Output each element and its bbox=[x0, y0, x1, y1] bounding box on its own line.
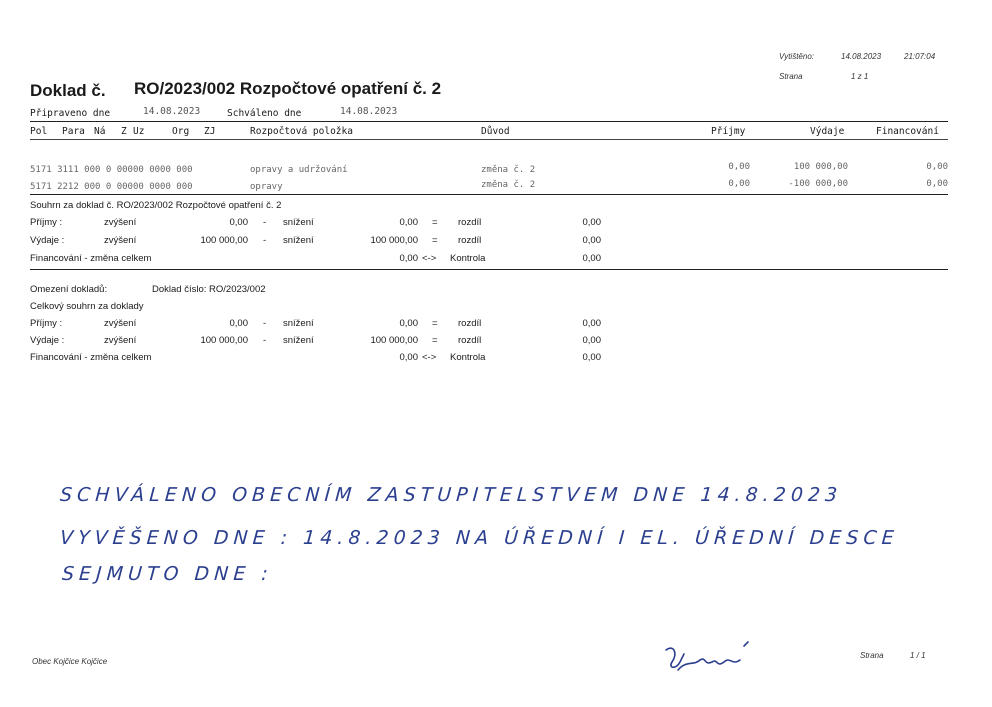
signature-image bbox=[660, 640, 770, 680]
row-duvod: změna č. 2 bbox=[481, 165, 536, 175]
col-zj: ZJ bbox=[204, 126, 216, 137]
summary-label: Výdaje : bbox=[30, 335, 65, 346]
col-polozka: Rozpočtová položka bbox=[250, 126, 353, 137]
financing-label: Financování - změna celkem bbox=[30, 253, 152, 264]
increase-label: zvýšení bbox=[104, 335, 137, 346]
decrease-label: snížení bbox=[283, 217, 314, 228]
printed-time: 21:07:04 bbox=[904, 52, 936, 61]
diff-label: rozdíl bbox=[458, 318, 482, 329]
row-polozka: opravy a udržování bbox=[250, 165, 348, 175]
increase-label: zvýšení bbox=[104, 318, 137, 329]
summary-label: Výdaje : bbox=[30, 235, 65, 246]
increase-value: 100 000,00 bbox=[200, 335, 248, 346]
diff-value: 0,00 bbox=[582, 235, 601, 246]
total-summary-title: Celkový souhrn za doklady bbox=[30, 301, 144, 312]
row-financovani: 0,00 bbox=[926, 162, 948, 172]
increase-label: zvýšení bbox=[104, 217, 137, 228]
diff-value: 0,00 bbox=[582, 335, 601, 346]
divider-rows bbox=[30, 194, 948, 195]
col-z: Z bbox=[121, 126, 127, 137]
divider-header bbox=[30, 139, 948, 140]
row-codes: 5171 3111 000 0 00000 0000 000 bbox=[30, 165, 193, 175]
handwritten-approval: SCHVÁLENO OBECNÍM ZASTUPITELSTVEM DNE 14.8.2023 bbox=[59, 484, 843, 506]
diff-label: rozdíl bbox=[458, 217, 482, 228]
increase-value: 0,00 bbox=[229, 318, 248, 329]
col-uz: Uz bbox=[133, 126, 145, 137]
financing-arrow: <-> bbox=[422, 253, 437, 264]
printed-date: 14.08.2023 bbox=[841, 52, 882, 61]
col-org: Org bbox=[172, 126, 190, 137]
row-polozka: opravy bbox=[250, 182, 283, 192]
summary-label: Příjmy : bbox=[30, 217, 63, 228]
row-duvod: změna č. 2 bbox=[481, 180, 536, 190]
increase-value: 0,00 bbox=[229, 217, 248, 228]
prepared-date: 14.08.2023 bbox=[143, 106, 201, 117]
col-vydaje: Výdaje bbox=[810, 126, 845, 137]
limits-label: Omezení dokladů: bbox=[30, 284, 108, 295]
financing-value: 0,00 bbox=[399, 253, 418, 264]
control-value: 0,00 bbox=[582, 253, 601, 264]
col-prijmy: Příjmy bbox=[711, 126, 746, 137]
row-prijmy: 0,00 bbox=[728, 162, 750, 172]
dash: - bbox=[263, 335, 267, 346]
handwritten-posted: VYVĚŠENO DNE : 14.8.2023 NA ÚŘEDNÍ I EL. ÚŘEDNÍ DESCE bbox=[59, 527, 900, 549]
summary-title: Souhrn za doklad č. RO/2023/002 Rozpočtové opatření č. 2 bbox=[30, 200, 282, 211]
decrease-value: 0,00 bbox=[399, 217, 418, 228]
row-prijmy: 0,00 bbox=[728, 179, 750, 189]
footer-page-label: Strana bbox=[860, 651, 884, 660]
equals: = bbox=[432, 318, 438, 329]
financing-value: 0,00 bbox=[399, 352, 418, 363]
summary-label: Příjmy : bbox=[30, 318, 63, 329]
equals: = bbox=[432, 235, 438, 246]
dash: - bbox=[263, 318, 267, 329]
equals: = bbox=[432, 335, 438, 346]
control-label: Kontrola bbox=[450, 352, 486, 363]
decrease-value: 0,00 bbox=[399, 318, 418, 329]
financing-arrow: <-> bbox=[422, 352, 437, 363]
page-value: 1 z 1 bbox=[851, 72, 869, 81]
row-codes: 5171 2212 000 0 00000 0000 000 bbox=[30, 182, 193, 192]
footer-page-value: 1 / 1 bbox=[910, 651, 926, 660]
row-vydaje: -100 000,00 bbox=[788, 179, 848, 189]
increase-value: 100 000,00 bbox=[200, 235, 248, 246]
decrease-value: 100 000,00 bbox=[370, 235, 418, 246]
diff-label: rozdíl bbox=[458, 335, 482, 346]
handwritten-removed: SEJMUTO DNE : bbox=[61, 563, 274, 585]
prepared-label: Připraveno dne bbox=[30, 108, 111, 119]
col-pol: Pol bbox=[30, 126, 48, 137]
control-value: 0,00 bbox=[582, 352, 601, 363]
increase-label: zvýšení bbox=[104, 235, 137, 246]
control-label: Kontrola bbox=[450, 253, 486, 264]
row-vydaje: 100 000,00 bbox=[793, 162, 848, 172]
doc-title-label: Doklad č. bbox=[30, 81, 106, 100]
dash: - bbox=[263, 235, 267, 246]
diff-value: 0,00 bbox=[582, 318, 601, 329]
divider-summary bbox=[30, 269, 948, 270]
decrease-label: snížení bbox=[283, 335, 314, 346]
decrease-value: 100 000,00 bbox=[370, 335, 418, 346]
financing-label: Financování - změna celkem bbox=[30, 352, 152, 363]
col-para: Para bbox=[62, 126, 85, 137]
diff-value: 0,00 bbox=[582, 217, 601, 228]
divider-top bbox=[30, 121, 948, 122]
footer-municipality: Obec Kojčice Kojčice bbox=[32, 657, 108, 666]
approved-label: Schváleno dne bbox=[227, 108, 302, 119]
dash: - bbox=[263, 217, 267, 228]
page-label: Strana bbox=[779, 72, 803, 81]
decrease-label: snížení bbox=[283, 318, 314, 329]
row-financovani: 0,00 bbox=[926, 179, 948, 189]
printed-label: Vytištěno: bbox=[779, 52, 814, 61]
diff-label: rozdíl bbox=[458, 235, 482, 246]
limits-doc: Doklad číslo: RO/2023/002 bbox=[152, 284, 266, 295]
approved-date: 14.08.2023 bbox=[340, 106, 398, 117]
col-financovani: Financování bbox=[876, 126, 939, 137]
decrease-label: snížení bbox=[283, 235, 314, 246]
doc-title: RO/2023/002 Rozpočtové opatření č. 2 bbox=[134, 79, 442, 98]
col-duvod: Důvod bbox=[481, 126, 510, 137]
equals: = bbox=[432, 217, 438, 228]
col-na: Ná bbox=[94, 126, 106, 137]
